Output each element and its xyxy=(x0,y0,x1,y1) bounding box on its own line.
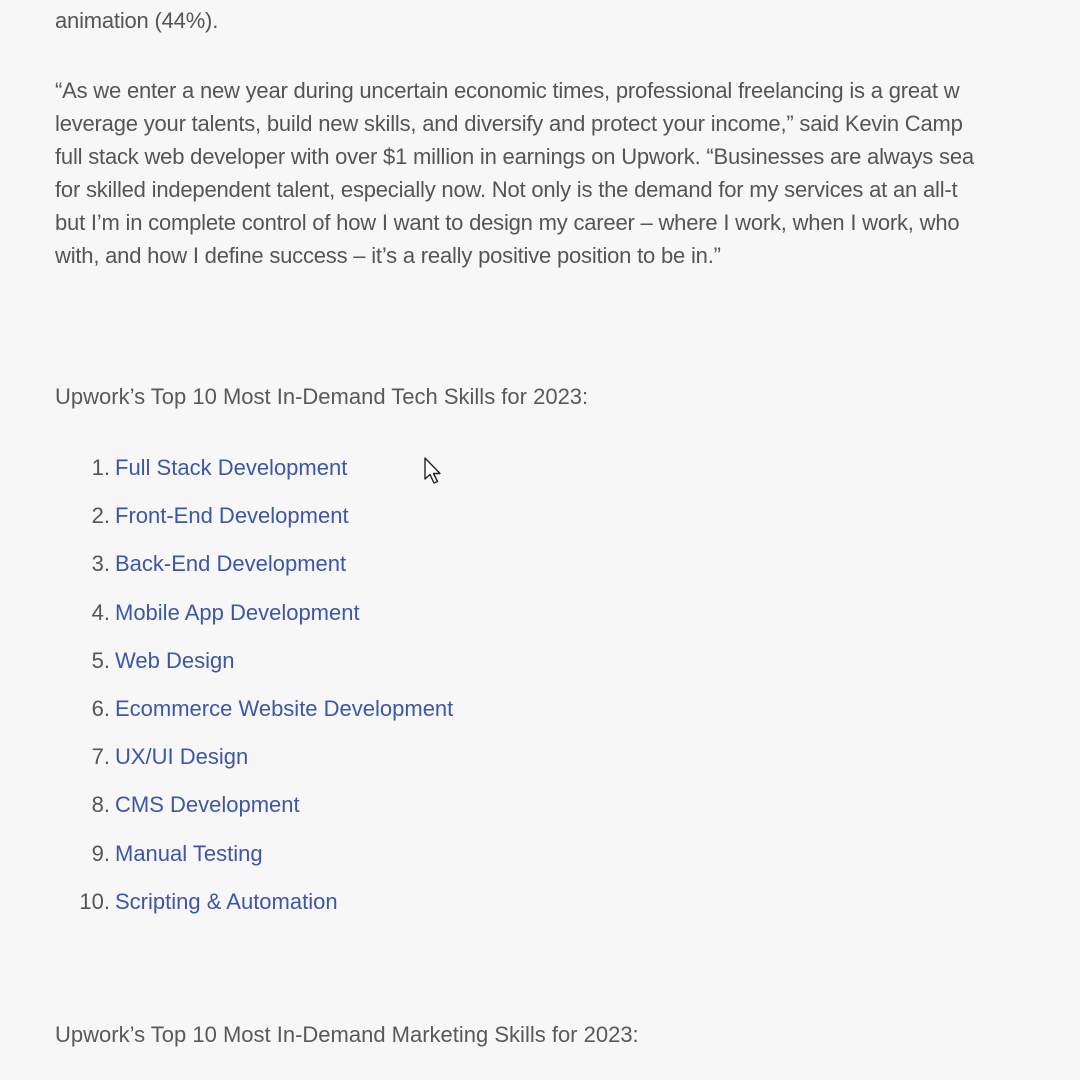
list-number: 2. xyxy=(91,503,110,529)
list-number: 10. xyxy=(79,888,110,914)
list-number: 1. xyxy=(91,455,110,480)
paragraph-top: animation (44%). xyxy=(55,8,219,33)
skill-link-back-end-development[interactable]: Back-End Development xyxy=(115,551,347,577)
skill-link-manual-testing[interactable]: Manual Testing xyxy=(115,840,263,866)
skill-link-cms-development[interactable]: CMS Development xyxy=(115,792,300,818)
list-number: 7. xyxy=(91,744,110,770)
tech-skills-heading: Upwork’s Top 10 Most In-Demand Tech Skills for 2023: xyxy=(55,384,589,409)
marketing-skills-heading: Upwork’s Top 10 Most In-Demand Marketing Skills for 2023: xyxy=(55,1022,639,1047)
skill-link-scripting-automation[interactable]: Scripting & Automation xyxy=(115,888,338,914)
skill-link-ux-ui-design[interactable]: UX/UI Design xyxy=(115,744,249,770)
quote-line: with, and how I define success – it’s a really positive position to be in.” xyxy=(55,243,721,268)
quote-line: “As we enter a new year during uncertain economic times, professional freelancing is a great w xyxy=(55,78,960,103)
skill-link-web-design[interactable]: Web Design xyxy=(115,647,235,673)
list-number: 3. xyxy=(91,551,110,577)
skill-link-full-stack-development[interactable]: Full Stack Development xyxy=(115,455,348,480)
quote-line: but I’m in complete control of how I want to design my career – where I work, when I work, who xyxy=(55,210,960,235)
list-number: 9. xyxy=(91,840,110,866)
quote-line: leverage your talents, build new skills, and diversify and protect your income,” said Kevin Camp xyxy=(55,111,963,136)
skill-link-mobile-app-development[interactable]: Mobile App Development xyxy=(115,599,360,625)
list-number: 8. xyxy=(91,792,110,818)
skill-link-ecommerce-website-development[interactable]: Ecommerce Website Development xyxy=(115,695,454,721)
list-number: 4. xyxy=(91,599,110,625)
list-number: 5. xyxy=(91,647,110,673)
skill-link-front-end-development[interactable]: Front-End Development xyxy=(115,503,349,529)
list-number: 6. xyxy=(91,695,110,721)
quote-line: for skilled independent talent, especially now. Not only is the demand for my services at an all-t xyxy=(55,177,958,202)
quote-line: full stack web developer with over $1 million in earnings on Upwork. “Businesses are always sea xyxy=(55,144,974,169)
mouse-pointer-icon xyxy=(423,457,445,487)
